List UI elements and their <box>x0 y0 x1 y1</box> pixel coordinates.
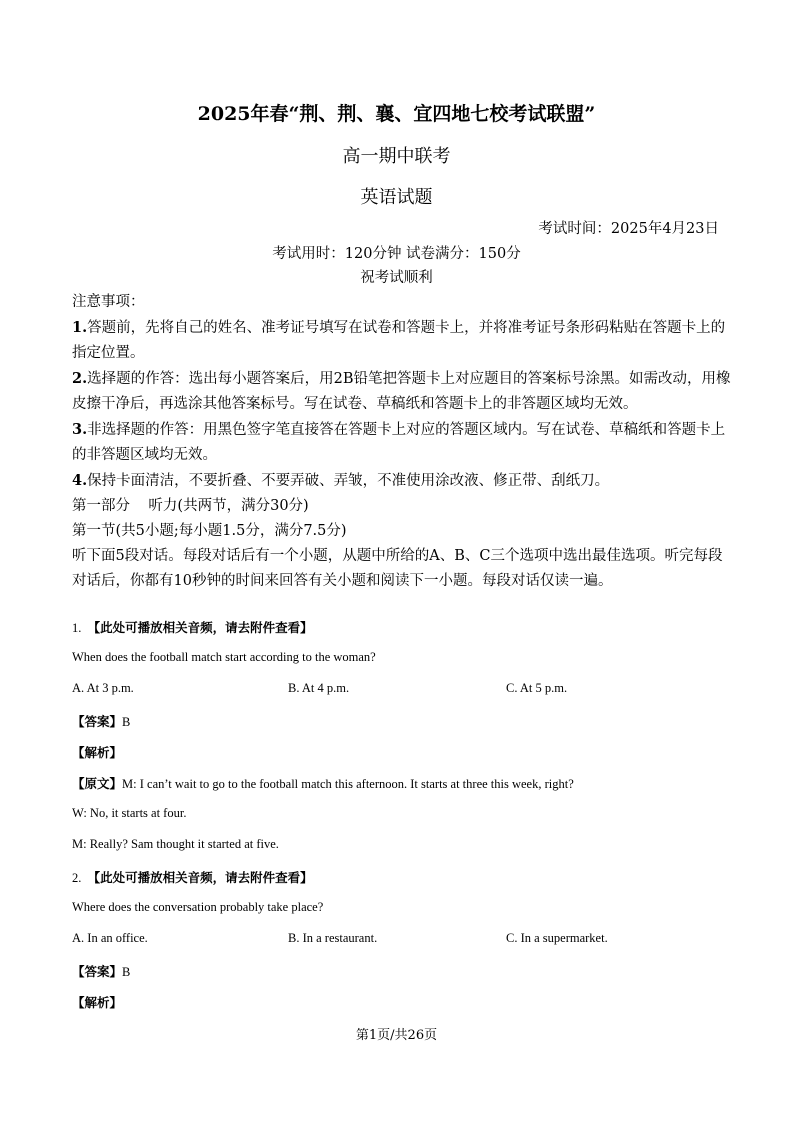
question-2-analysis-tag: 【解析】 <box>72 996 123 1010</box>
answer-tag: 【答案】 <box>72 965 123 979</box>
question-2-text: Where does the conversation probably take place? <box>72 900 324 914</box>
part-heading: 第一部分 听力(共两节，满分30分) <box>72 498 309 514</box>
question-1-text: When does the football match start according to the woman? <box>72 650 376 664</box>
answer-value: B <box>122 715 131 729</box>
note-number: 1. <box>72 319 88 336</box>
question-2-answer <box>72 962 130 980</box>
answer-value: B <box>122 965 131 979</box>
exam-duration: 考试用时：120分钟 试卷满分：150分 <box>272 246 521 262</box>
note-text: 保持卡面清洁，不要折叠、不要弄破、弄皱，不准使用涂改液、修正带、刮纸刀。 <box>87 473 610 489</box>
audio-link[interactable]: 【此处可播放相关音频，请去附件查看】 <box>87 621 313 635</box>
note-item <box>72 315 732 366</box>
question-number: 2. <box>72 871 82 885</box>
exam-subtitle: 高一期中联考 <box>342 146 451 167</box>
question-2-option-b: B. In a restaurant. <box>288 931 378 945</box>
listening-instruction: 听下面5段对话。每段对话后有一个小题，从题中所给的A、B、C三个选项中选出最佳选项。听完每段对话后，你都有10秒钟的时间来回答有关小题和阅读下一小题。每段对话仅读一遍。 <box>72 548 723 589</box>
note-number: 3. <box>72 421 88 438</box>
note-item <box>72 417 732 468</box>
question-1-script-line-1 <box>72 774 574 792</box>
note-text: 非选择题的作答：用黑色签字笔直接答在答题卡上对应的答题区域内。写在试卷、草稿纸和答题卡上的非答题区域均无效。 <box>72 422 726 463</box>
note-item <box>72 366 732 417</box>
answer-tag: 【答案】 <box>72 715 123 729</box>
question-1-option-c: C. At 5 p.m. <box>506 681 568 695</box>
question-1-script-line-3: M: Really? Sam thought it started at five. <box>72 837 279 851</box>
question-1-script-line-2: W: No, it starts at four. <box>72 806 187 820</box>
exam-alliance-title: 2025年春“荆、荆、襄、宜四地七校考试联盟” <box>197 103 596 125</box>
notes-heading: 注意事项： <box>72 294 145 310</box>
exam-date: 考试时间：2025年4月23日 <box>538 221 719 237</box>
note-text: 答题前，先将自己的姓名、准考证号填写在试卷和答题卡上，并将准考证号条形码粘贴在答题卡上的指定位置。 <box>72 320 726 361</box>
script-text: M: I can’t wait to go to the football match this afternoon. It starts at three this week, right? <box>122 777 574 791</box>
question-2-option-c: C. In a supermarket. <box>506 931 608 945</box>
script-tag: 【原文】 <box>72 777 123 791</box>
good-luck-text: 祝考试顺利 <box>360 270 433 286</box>
question-2-option-a: A. In an office. <box>72 931 148 945</box>
section-heading: 第一节(共5小题;每小题1.5分，满分7.5分) <box>72 523 347 539</box>
question-1-analysis-tag: 【解析】 <box>72 746 123 760</box>
question-1-option-b: B. At 4 p.m. <box>288 681 350 695</box>
note-number: 4. <box>72 472 88 489</box>
question-1-option-a: A. At 3 p.m. <box>72 681 134 695</box>
notes-section <box>72 290 732 594</box>
page-footer: 第1页/共26页 <box>355 1028 438 1043</box>
question-1-answer <box>72 712 130 730</box>
subject-title: 英语试题 <box>360 187 433 208</box>
audio-link[interactable]: 【此处可播放相关音频，请去附件查看】 <box>87 871 313 885</box>
note-text: 选择题的作答：选出每小题答案后，用2B铅笔把答题卡上对应题目的答案标号涂黑。如需改动，用橡皮擦干净后，再选涂其他答案标号。写在试卷、草稿纸和答题卡上的非答题区域均无效。 <box>72 371 731 412</box>
note-item <box>72 468 732 494</box>
question-2-audio-line <box>72 868 313 886</box>
question-1-audio-line <box>72 618 313 636</box>
note-number: 2. <box>72 370 88 387</box>
question-number: 1. <box>72 621 82 635</box>
